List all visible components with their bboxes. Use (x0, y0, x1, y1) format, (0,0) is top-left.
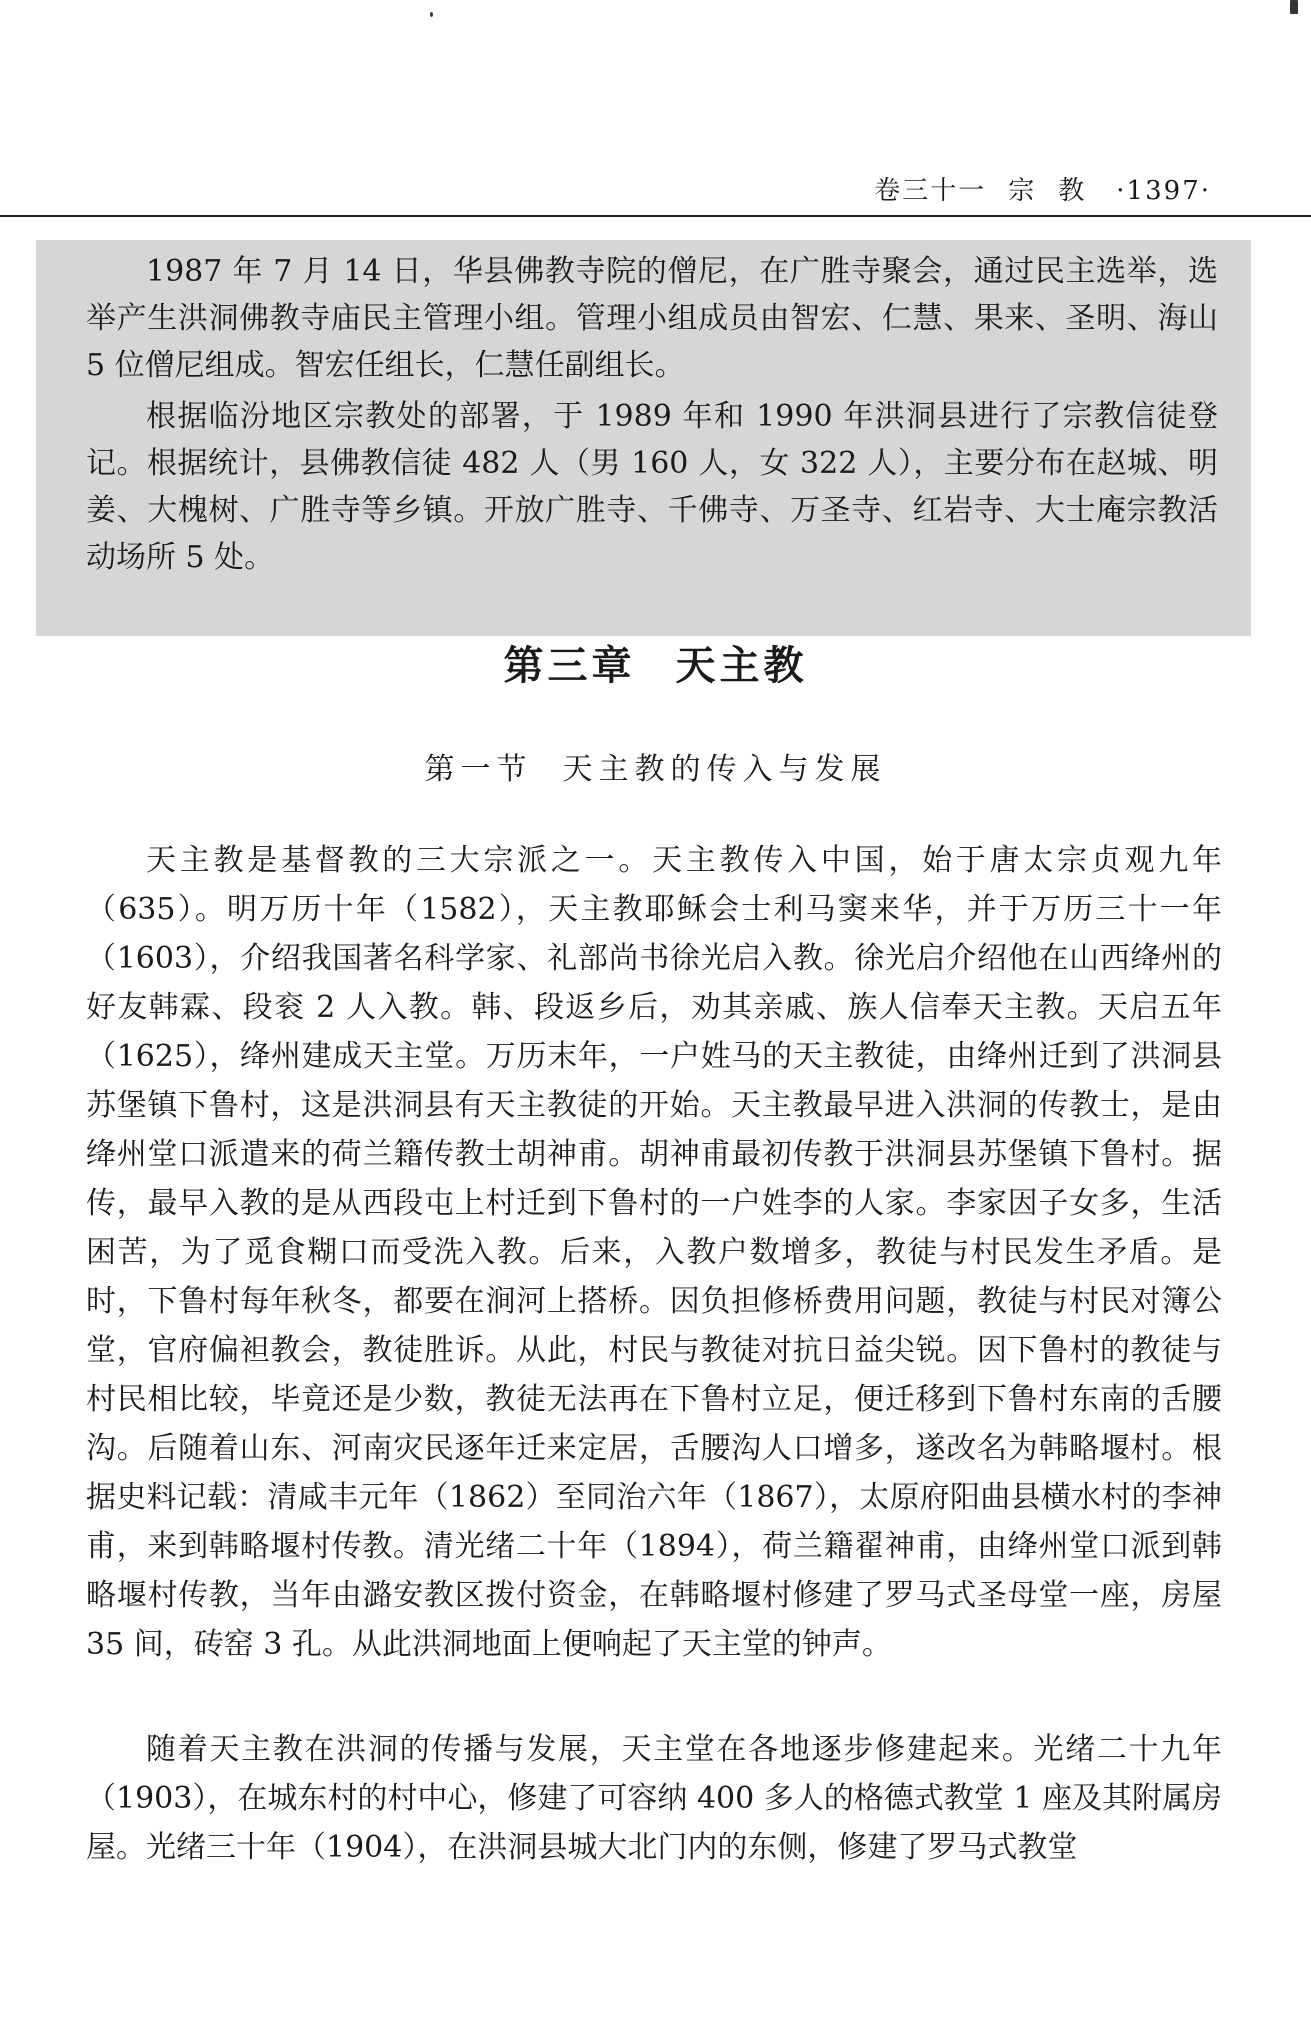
paragraph-1: 1987 年 7 月 14 日，华县佛教寺院的僧尼，在广胜寺聚会，通过民主选举，选举产生洪洞佛教寺庙民主管理小组。管理小组成员由智宏、仁慧、果来、圣明、海山 5 位僧尼组成。智宏任组长，仁慧任副组长。 (86, 254, 1218, 383)
section-label-a: 宗 (1008, 176, 1037, 206)
page-number: ·1397· (1116, 176, 1211, 206)
section-label-b: 教 (1058, 176, 1087, 206)
paragraph-3: 天主教是基督教的三大宗派之一。天主教传入中国，始于唐太宗贞观九年（635）。明万历十年（1582），天主教耶稣会士利马窦来华，并于万历三十一年（1603），介绍我国著名科学家、礼部尚书徐光启入教。徐光启介绍他在山西绛州的好友韩霖、段衮 2 人入教。韩、段返乡后，劝其亲戚、族人信奉天主教。天启五年（1625），绛州建成天主堂。万历末年，一户姓马的天主教徒，由绛州迁到了洪洞县苏堡镇下鲁村，这是洪洞县有天主教徒的开始。天主教最早进入洪洞的传教士，是由绛州堂口派遣来的荷兰籍传教士胡神甫。胡神甫最初传教于洪洞县苏堡镇下鲁村。据传，最早入教的是从西段屯上村迁到下鲁村的一户姓李的人家。李家因子女多，生活困苦，为了觅食糊口而受洗入教。后来，入教户数增多，教徒与村民发生矛盾。是时，下鲁村每年秋冬，都要在涧河上搭桥。因负担修桥费用问题，教徒与村民对簿公堂，官府偏袒教会，教徒胜诉。从此，村民与教徒对抗日益尖锐。因下鲁村的教徒与村民相比较，毕竟还是少数，教徒无法再在下鲁村立足，便迁移到下鲁村东南的舌腰沟。后随着山东、河南灾民逐年迁来定居，舌腰沟人口增多，遂改名为韩略堰村。根据史料记载：清咸丰元年（1862）至同治六年（1867），太原府阳曲县横水村的李神甫，来到韩略堰村传教。清光绪二十年（1894），荷兰籍翟神甫，由绛州堂口派到韩略堰村传教，当年由潞安教区拨付资金，在韩略堰村修建了罗马式圣母堂一座，房屋 35 间，砖窑 3 孔。从此洪洞地面上便响起了天主堂的钟声。 (86, 843, 1222, 1662)
section-title (0, 744, 1311, 788)
paragraph-2: 根据临汾地区宗教处的部署，于 1989 年和 1990 年洪洞县进行了宗教信徒登记。根据统计，县佛教信徒 482 人（男 160 人，女 322 人），主要分布在赵城、明姜、大槐树、广胜寺等乡镇。开放广胜寺、千佛寺、万圣寺、红岩寺、大士庵宗教活动场所 5 处。 (86, 399, 1218, 575)
volume-label: 卷三十一 (874, 176, 987, 206)
chapter-name: 天主教 (675, 643, 808, 689)
chapter-number: 第三章 (503, 643, 636, 689)
section-name: 天主教的传入与发展 (562, 752, 887, 787)
running-head (852, 170, 1211, 207)
section-number: 第一节 (424, 752, 533, 787)
scan-speck (430, 12, 433, 17)
paragraph-4: 随着天主教在洪洞的传播与发展，天主堂在各地逐步修建起来。光绪二十九年（1903），在城东村的村中心，修建了可容纳 400 多人的格德式教堂 1 座及其附属房屋。光绪三十年（1904），在洪洞县城大北门内的东侧，修建了罗马式教堂 (86, 1732, 1222, 1865)
chapter-title (0, 634, 1311, 691)
header-rule (0, 215, 1311, 217)
scan-speck (1290, 0, 1298, 14)
